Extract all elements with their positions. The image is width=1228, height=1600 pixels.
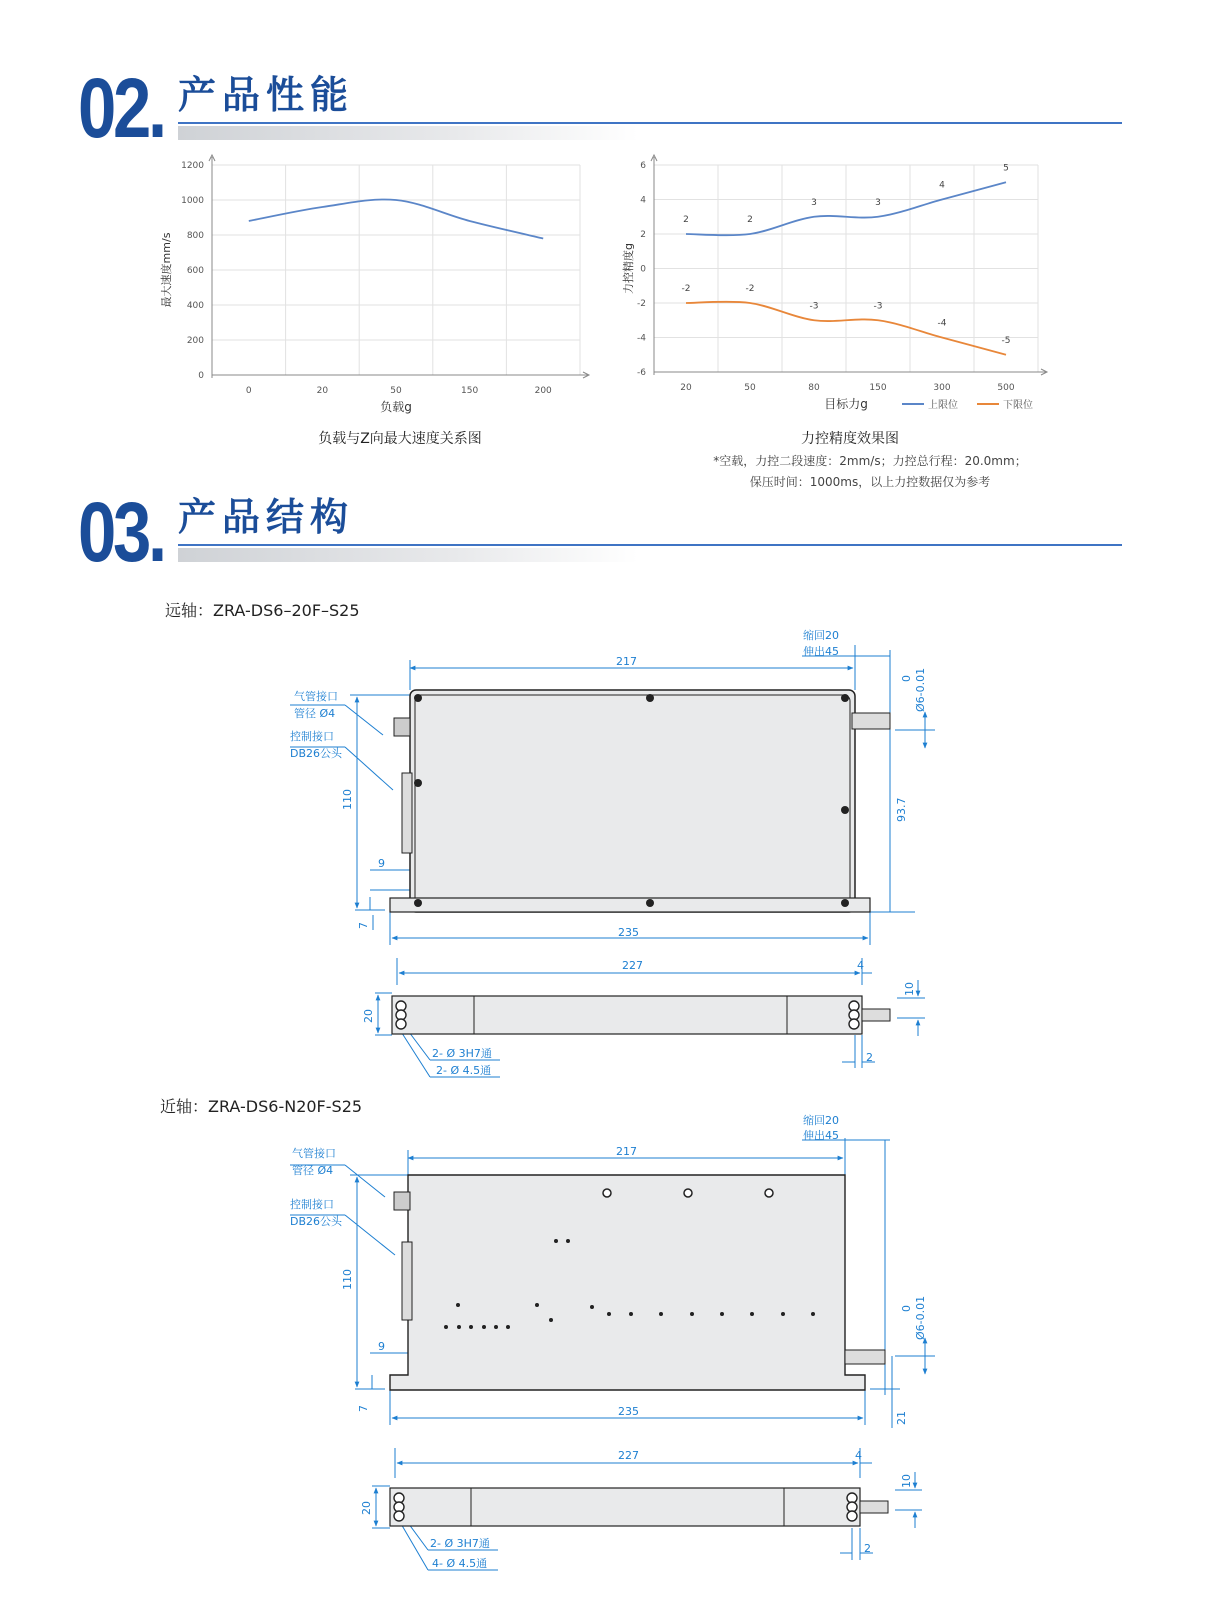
d1-dim-217: 217 — [616, 655, 637, 668]
y-axis-label: 力控精度g — [622, 243, 635, 294]
d2-hole-2: 4- Ø 4.5通 — [432, 1557, 488, 1570]
d2-dim-21: 21 — [895, 1411, 908, 1425]
d2-air-port-2: 管径 Ø4 — [292, 1164, 334, 1177]
y-tick-label: 1000 — [181, 196, 204, 206]
data-label: -5 — [1001, 335, 1011, 346]
force-note-line-1: *空载，力控二段速度：2mm/s；力控总行程：20.0mm； — [713, 454, 1027, 468]
d2-tol-bottom: Ø6-0.01 — [914, 1295, 927, 1340]
x-tick-label: 150 — [461, 386, 479, 396]
d1-tol-bottom: Ø6-0.01 — [914, 667, 927, 712]
speed-load-chart — [150, 155, 600, 425]
d1-dim-4: 4 — [857, 959, 864, 972]
y-tick-label: -2 — [637, 299, 646, 309]
d1-hole-2: 2- Ø 4.5通 — [436, 1064, 492, 1077]
d2-dim-227: 227 — [618, 1449, 639, 1462]
y-tick-label: -6 — [637, 368, 646, 378]
data-label: 3 — [875, 197, 881, 208]
section-2-bar — [178, 126, 638, 140]
d2-retract: 缩回20 — [803, 1114, 839, 1127]
d2-dim-9: 9 — [378, 1340, 385, 1353]
x-axis-label: 目标力g — [824, 397, 868, 411]
y-tick-label: 400 — [186, 301, 204, 311]
d2-dim-235: 235 — [618, 1405, 639, 1418]
near-axis-model-label: 近轴：ZRA-DS6-N20F-S25 — [160, 1097, 363, 1116]
x-tick-label: 300 — [933, 383, 951, 393]
d2-dim-10: 10 — [900, 1474, 913, 1488]
d2-dim-20: 20 — [360, 1501, 373, 1515]
data-label: -3 — [873, 301, 883, 312]
d2-hole-1: 2- Ø 3H7通 — [430, 1537, 490, 1550]
y-tick-label: 600 — [186, 266, 204, 276]
section-2-title: 产品性能 — [178, 73, 355, 117]
data-label: 2 — [747, 215, 753, 225]
d1-air-port-1: 气管接口 — [294, 690, 338, 703]
d2-dim-217: 217 — [616, 1145, 637, 1158]
x-tick-label: 50 — [390, 386, 402, 396]
y-tick-label: 200 — [186, 336, 204, 346]
x-tick-label: 200 — [534, 386, 552, 396]
data-label: 5 — [1003, 163, 1009, 174]
data-label: 3 — [811, 197, 817, 208]
section-3-bar — [178, 548, 638, 562]
y-tick-label: 800 — [186, 231, 204, 241]
d1-dim-7: 7 — [357, 922, 370, 929]
d1-dim-93-7: 93.7 — [895, 797, 908, 822]
x-tick-label: 150 — [869, 383, 887, 393]
y-tick-label: 6 — [640, 161, 646, 171]
d1-air-port-2: 管径 Ø4 — [294, 707, 336, 720]
d1-dim-20: 20 — [362, 1009, 375, 1023]
d1-dim-235: 235 — [618, 926, 639, 939]
force-note-line-2: 保压时间：1000ms，以上力控数据仅为参考 — [749, 475, 991, 489]
d1-dim-110: 110 — [341, 789, 354, 810]
d2-dim-2: 2 — [864, 1542, 871, 1555]
d2-dim-7: 7 — [357, 1405, 370, 1412]
x-axis-label: 负载g — [380, 400, 412, 414]
data-label: -2 — [745, 284, 755, 294]
legend-label-2: 下限位 — [1003, 400, 1033, 411]
d2-tol-top: 0 — [900, 1305, 913, 1312]
x-tick-label: 0 — [245, 386, 252, 396]
data-label: -3 — [809, 301, 819, 312]
y-tick-label: -4 — [637, 333, 646, 344]
d2-air-port-1: 气管接口 — [292, 1147, 336, 1160]
y-tick-label: 2 — [640, 230, 646, 240]
section-3-rule — [178, 544, 1122, 546]
d1-dim-2: 2 — [866, 1051, 873, 1064]
section-2-number: 02. — [78, 61, 164, 155]
d1-tol-top: 0 — [900, 675, 913, 682]
d2-ctrl-port-1: 控制接口 — [290, 1198, 334, 1211]
series-line-1 — [249, 199, 543, 238]
d1-retract: 缩回20 — [803, 629, 839, 642]
d2-dim-4: 4 — [855, 1449, 862, 1462]
force-accuracy-chart — [612, 155, 1062, 425]
data-label: 2 — [683, 215, 689, 225]
y-axis-label: 最大速度mm/s — [160, 232, 173, 308]
d1-dim-10: 10 — [903, 982, 916, 996]
d2-dim-110: 110 — [341, 1269, 354, 1290]
x-tick-label: 500 — [997, 383, 1015, 393]
legend-label-1: 上限位 — [928, 400, 958, 411]
force-accuracy-chart-title: 力控精度效果图 — [801, 431, 899, 447]
d1-dim-9: 9 — [378, 857, 385, 870]
d1-extend: 伸出45 — [803, 645, 839, 658]
d2-extend: 伸出45 — [803, 1129, 839, 1142]
section-3-title: 产品结构 — [178, 495, 355, 539]
x-tick-label: 20 — [316, 386, 329, 396]
y-tick-label: 0 — [198, 371, 204, 381]
section-3-number: 03. — [78, 485, 164, 579]
d1-dim-227: 227 — [622, 959, 643, 972]
d1-ctrl-port-2: DB26公头 — [290, 747, 343, 760]
data-label: 4 — [939, 180, 945, 191]
y-tick-label: 1200 — [181, 161, 204, 171]
y-tick-label: 0 — [640, 264, 646, 275]
near-axis-drawing — [0, 1100, 1228, 1590]
x-tick-label: 50 — [744, 383, 756, 393]
far-axis-drawing — [0, 600, 1228, 1077]
data-label: -2 — [681, 284, 691, 294]
x-tick-label: 20 — [680, 383, 692, 393]
d1-hole-1: 2- Ø 3H7通 — [432, 1047, 492, 1060]
d2-ctrl-port-2: DB26公头 — [290, 1215, 343, 1228]
x-tick-label: 80 — [808, 383, 820, 393]
data-label: -4 — [937, 318, 947, 329]
section-2-rule — [178, 122, 1122, 124]
speed-load-chart-title: 负载与Z向最大速度关系图 — [318, 431, 482, 447]
far-axis-model-label: 远轴：ZRA-DS6–20F–S25 — [165, 601, 360, 620]
d1-ctrl-port-1: 控制接口 — [290, 730, 334, 743]
y-tick-label: 4 — [640, 195, 646, 206]
